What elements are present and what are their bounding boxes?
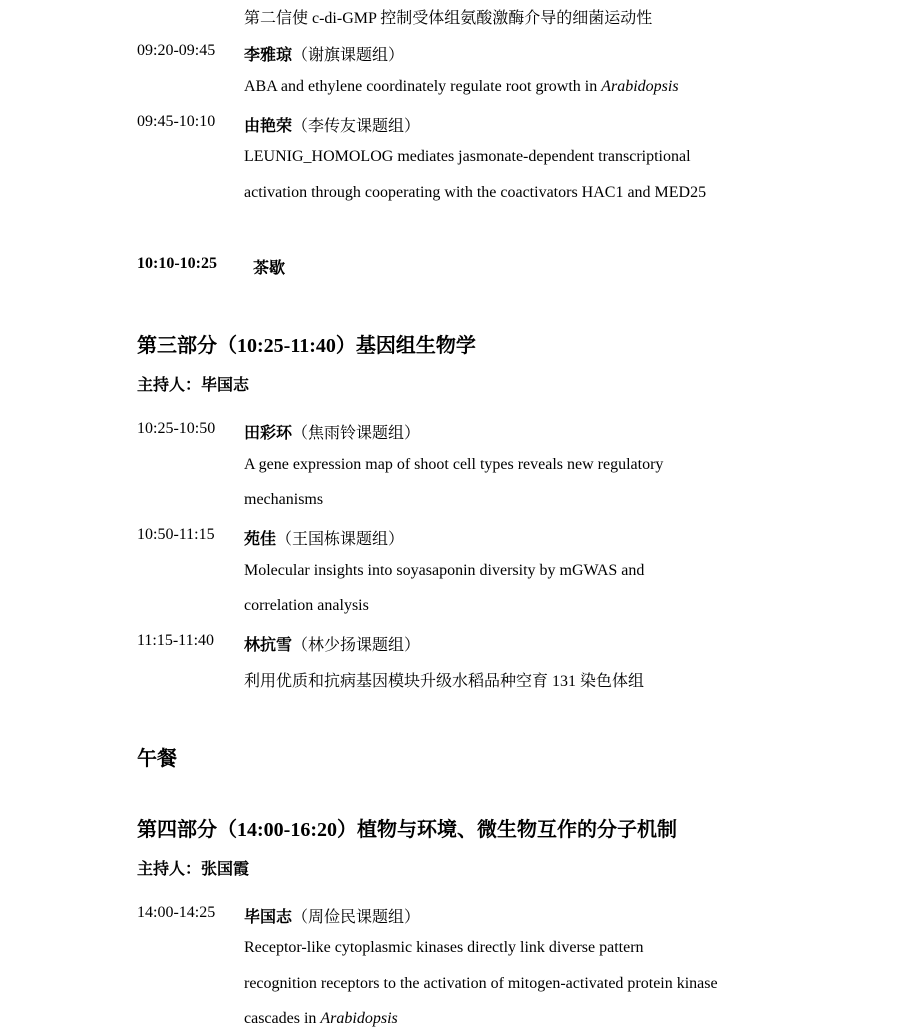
talk-title-continuation: 第二信使 c-di-GMP 控制受体组氨酸激酶介导的细菌运动性 (244, 10, 653, 27)
talk-title-line (244, 78, 679, 96)
speaker-group: （李传友课题组） (292, 118, 421, 135)
speaker-group: （谢旗课题组） (292, 47, 405, 64)
talk-time: 10:25-10:50 (137, 420, 216, 437)
talk-title-text: cascades in (244, 1010, 321, 1027)
talk-title-line (244, 1010, 398, 1028)
session-host: 主持人：张国霞 (137, 861, 250, 878)
talk-title-line: recognition receptors to the activation of mitogen-activated protein kinase (244, 975, 718, 992)
talk-title-italic: Arabidopsis (320, 1010, 398, 1027)
speaker-group: （王国栋课题组） (276, 531, 405, 548)
talk-title-line: correlation analysis (244, 597, 369, 614)
section-title: 第四部分（14:00-16:20）植物与环境、微生物互作的分子机制 (137, 819, 677, 841)
section-title: 第三部分（10:25-11:40）基因组生物学 (137, 335, 476, 357)
talk-title-line: mechanisms (244, 491, 324, 508)
talk-speaker-line (244, 526, 404, 549)
speaker-name: 田彩环 (244, 425, 293, 442)
talk-speaker-line (244, 420, 420, 443)
talk-title-line: A gene expression map of shoot cell types reveals new regulatory (244, 456, 664, 473)
speaker-group: （林少扬课题组） (292, 637, 421, 654)
lunch-label: 午餐 (137, 748, 177, 770)
talk-title-italic: Arabidopsis (601, 78, 679, 95)
talk-title-line: activation through cooperating with the coactivators HAC1 and MED25 (244, 184, 707, 201)
talk-time: 14:00-14:25 (137, 904, 216, 921)
talk-speaker-line (244, 904, 420, 927)
talk-time: 09:20-09:45 (137, 42, 216, 59)
tea-break-label: 茶歇 (253, 260, 286, 277)
talk-title-line: Molecular insights into soyasaponin diversity by mGWAS and (244, 562, 645, 579)
session-host: 主持人：毕国志 (137, 377, 250, 394)
speaker-name: 林抗雪 (244, 637, 293, 654)
talk-speaker-line (244, 42, 404, 65)
talk-title-text: ABA and ethylene coordinately regulate root growth in (244, 78, 602, 95)
talk-time: 11:15-11:40 (137, 632, 215, 649)
talk-time: 09:45-10:10 (137, 113, 216, 130)
talk-title-line: LEUNIG_HOMOLOG mediates jasmonate-dependent transcriptional (244, 148, 691, 165)
speaker-name: 毕国志 (244, 909, 293, 926)
speaker-group: （周俭民课题组） (292, 909, 421, 926)
speaker-name: 苑佳 (244, 531, 277, 548)
speaker-name: 由艳荣 (244, 118, 293, 135)
talk-title-line: Receptor-like cytoplasmic kinases directly link diverse pattern (244, 939, 644, 956)
talk-speaker-line (244, 113, 420, 136)
talk-title-line: 利用优质和抗病基因模块升级水稻品种空育 131 染色体组 (244, 673, 645, 690)
talk-time: 10:50-11:15 (137, 526, 215, 543)
speaker-name: 李雅琼 (244, 47, 293, 64)
talk-speaker-line (244, 632, 420, 655)
speaker-group: （焦雨铃课题组） (292, 425, 421, 442)
tea-break-time: 10:10-10:25 (137, 255, 217, 272)
